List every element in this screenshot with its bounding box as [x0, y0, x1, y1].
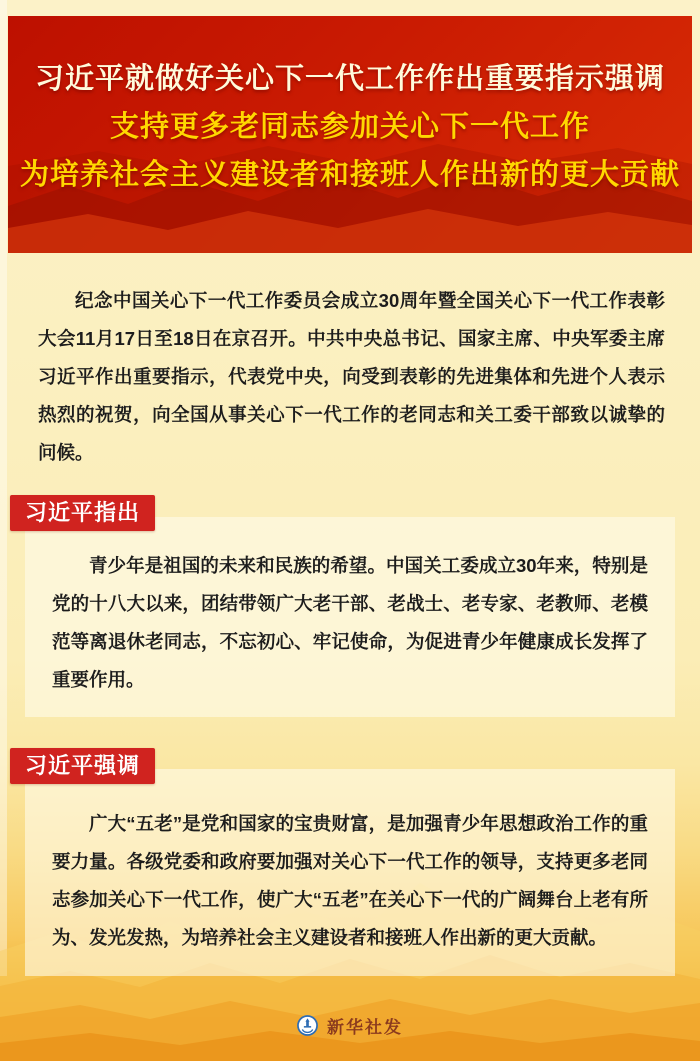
credit-footer [0, 1010, 700, 1040]
headline-line-1: 习近平就做好关心下一代工作作出重要指示强调 [34, 63, 665, 95]
section-paragraph-1: 青少年是祖国的未来和民族的希望。中国关工委成立30年来，特别是党的十八大以来，团结带领广大老干部、老战士、老专家、老教师、老模范等离退休老同志，不忘初心、牢记使命，为促进青少年健康成长发挥了重要作用。 [52, 555, 648, 690]
section-badge-qiangdiao: 习近平强调 [10, 748, 155, 784]
headline-line-2: 支持更多老同志参加关心下一代工作 [109, 111, 590, 143]
section-panel-2 [25, 769, 675, 976]
headline-banner [8, 16, 692, 253]
intro-paragraph: 纪念中国关心下一代工作委员会成立30周年暨全国关心下一代工作表彰大会11月17日至18日在京召开。中共中央总书记、国家主席、中央军委主席习近平作出重要指示，代表党中央，向受到表彰的先进集体和先进个人表示热烈的祝贺，向全国从事关心下一代工作的老同志和关工委干部致以诚挚的问候。 [38, 290, 665, 463]
xinhua-logo-icon [297, 1015, 318, 1036]
section-panel-1 [25, 517, 675, 717]
headline-line-3: 为培养社会主义建设者和接班人作出新的更大贡献 [19, 159, 680, 191]
credit-text: 新华社发 [327, 1017, 403, 1037]
section-paragraph-2: 广大“五老”是党和国家的宝贵财富，是加强青少年思想政治工作的重要力量。各级党委和政府要加强对关心下一代工作的领导，支持更多老同志参加关心下一代工作，使广大“五老”在关心下一代的广阔舞台上老有所为、发光发热，为培养社会主义建设者和接班人作出新的更大贡献。 [52, 813, 648, 948]
headline-lines [8, 16, 692, 191]
section-badge-zhichu: 习近平指出 [10, 495, 155, 531]
